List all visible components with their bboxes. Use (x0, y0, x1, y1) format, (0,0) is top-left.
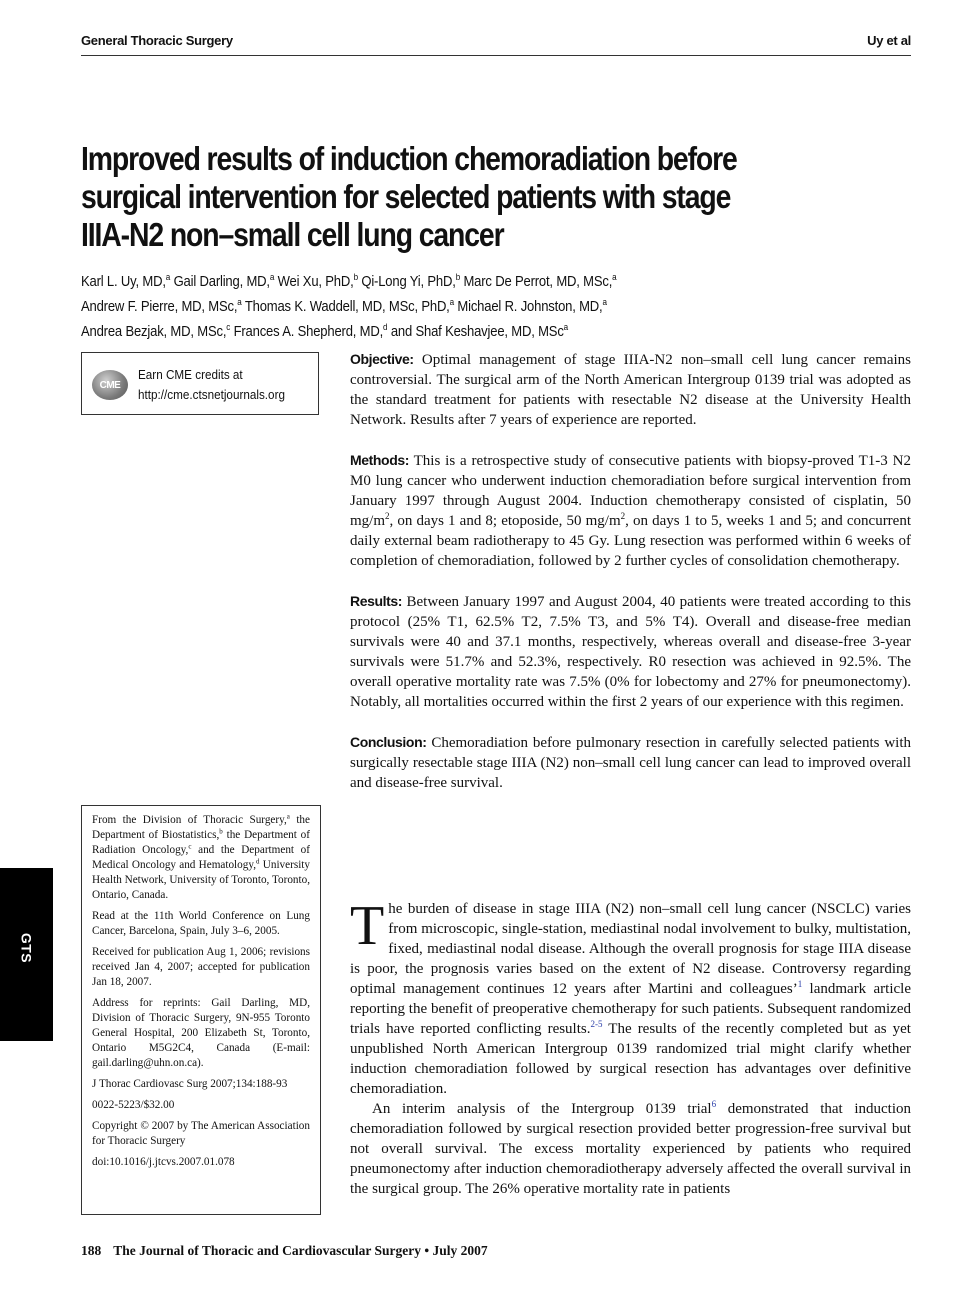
affiliation-mark: a (563, 321, 569, 332)
conference-note: Read at the 11th World Conference on Lung Cancer, Barcelona, Spain, July 3–6, 2005. (92, 910, 310, 937)
results-label: Results: (350, 593, 403, 609)
methods-text: , on days 1 and 8; etoposide, 50 mg/m (389, 513, 621, 529)
abstract-results (350, 591, 911, 712)
affiliation-mark: a (269, 272, 275, 282)
affiliation-text: the Department of Radiation Oncology, (92, 829, 311, 856)
page-number: 188 (81, 1243, 102, 1258)
affiliation-mark: a (612, 272, 617, 282)
citation: J Thorac Cardiovasc Surg 2007;134:188-93 (92, 1078, 288, 1090)
abstract-methods (350, 450, 911, 571)
reference-link[interactable]: 1 (797, 979, 803, 989)
title-line: IIIA-N2 non–small cell lung cancer (81, 216, 504, 253)
cme-badge-icon: CME (92, 370, 128, 400)
author: Wei Xu, PhD, (274, 273, 354, 290)
author: and Shaf Keshavjee, MD, MSc (387, 323, 564, 340)
objective-label: Objective: (350, 351, 414, 367)
abstract-conclusion (350, 732, 911, 793)
cme-line: Earn CME credits at (138, 367, 243, 382)
body-text: he burden of disease in stage IIIA (N2) non–small cell lung cancer (NSCLC) varies from microscopic, single-station, mediastinal nodal involvement to bulky, multistation, fixed, mediastinal nodal disease. Although the overall prognosis for stage IIIA disease is poor, the prognosis varies based on the extent of N2 disease. Controversy regarding optimal management continues 12 years after Martini and colleagues’ (350, 901, 911, 997)
conclusion-label: Conclusion: (350, 734, 427, 750)
author: Michael R. Johnston, MD, (453, 298, 603, 315)
affiliation-text: From the Division of Thoracic Surgery, (92, 814, 287, 826)
superscript: 2 (385, 511, 390, 521)
author: Thomas K. Waddell, MD, MSc, PhD, (241, 298, 450, 315)
body-text: landmark article reporting the benefit of preoperative chemotherapy for such patients. Subsequent randomized trials have reported conflicting results. (350, 981, 911, 1037)
methods-label: Methods: (350, 452, 410, 468)
issn-price: 0022-5223/$32.00 (92, 1099, 175, 1111)
affiliation-mark: d (383, 321, 388, 332)
page-footer (81, 1243, 488, 1259)
copyright: Copyright © 2007 by The American Association for Thoracic Surgery (92, 1120, 310, 1147)
affiliation-mark: a (165, 272, 171, 282)
affiliation-text: University Health Network, University of Toronto, Toronto, Ontario, Canada. (92, 859, 311, 901)
affiliation-mark: b (219, 827, 223, 836)
cme-text (138, 365, 285, 405)
author-line (81, 317, 828, 342)
side-tab-label: GTS (18, 932, 35, 964)
body-paragraph (350, 1099, 911, 1199)
author: Gail Darling, MD, (170, 273, 270, 290)
running-head (81, 33, 911, 56)
affiliation-mark: c (226, 321, 231, 332)
author-line (81, 292, 828, 317)
conclusion-text: Chemoradiation before pulmonary resection in carefully selected patients with surgically resectable stage IIIA (N2) non–small cell lung cancer can lead to improved overall and disease-free survival. (350, 735, 911, 791)
cme-credit-box (81, 352, 319, 415)
body-text: The results of the recently completed but as yet unpublished North American Intergroup 0139 randomized trial might clarify whether induction chemoradiation followed by surgical resection has advantages over definitive chemoradiation. (350, 1021, 911, 1097)
affiliation-mark: a (449, 296, 454, 307)
author: Marc De Perrot, MD, MSc, (460, 273, 613, 290)
affiliation-mark: d (256, 857, 260, 866)
affiliation-text: the Department of Biostatistics, (92, 814, 310, 841)
author: Andrea Bezjak, MD, MSc, (81, 323, 227, 340)
body-text: An interim analysis of the Intergroup 0139 trial (372, 1101, 712, 1117)
affiliation-mark: a (286, 812, 290, 821)
reference-link[interactable]: 6 (711, 1099, 717, 1109)
body-text: demonstrated that induction chemoradiation followed by surgical resection provided better progression-free survival but not overall survival. The excess mortality experienced by patients who required pneumonectomy after induction chemoradiotherapy adversely affected the overall survival in the surgical group. The 26% operative mortality rate in patients (350, 1101, 911, 1197)
article-title (81, 140, 911, 254)
affiliation-mark: c (188, 842, 192, 851)
affiliation-paragraph (92, 813, 310, 903)
author: Karl L. Uy, MD, (81, 273, 166, 290)
article-body (350, 895, 911, 1199)
section-name: General Thoracic Surgery (81, 33, 233, 48)
received-dates: Received for publication Aug 1, 2006; revisions received Jan 4, 2007; accepted for publication Jan 18, 2007. (92, 946, 310, 988)
author-list (81, 267, 911, 341)
title-line: surgical intervention for selected patients with stage (81, 178, 731, 215)
reprint-address: Address for reprints: Gail Darling, MD, Division of Thoracic Surgery, 9N-955 Toronto General Hospital, 200 Elizabeth St, Toronto, Ontario M5G2C4, Canada (E-mail: gail.darling@uhn.on.ca). (92, 997, 310, 1069)
affiliation-mark: b (353, 272, 358, 282)
author: Frances A. Shepherd, MD, (230, 323, 384, 340)
running-authors: Uy et al (867, 33, 911, 48)
affiliation-mark: b (455, 272, 461, 282)
results-text: Between January 1997 and August 2004, 40 patients were treated according to this protocol (25% T1, 62.5% T2, 7.5% T3, and 5% T4). Overall and disease-free median survivals were 40 and 37.1 months, respectively, whereas overall and disease-free 3-year survivals were 51.7% and 52.3%, respectively. R0 resection was achieved in 92.5%. The overall operative mortality rate was 7.5% (0% for lobectomy and 27% for pneumonectomy). Notably, all mortalities occurred within the first 2 years of our experience with this regimen. (350, 594, 911, 710)
drop-cap: T (350, 895, 385, 957)
methods-text: , on days 1 to 5, weeks 1 and 5; and concurrent daily external beam radiotherapy to 45 Gy. Lung resection was performed within 6 weeks of completion of chemoradiation, followed by 2 further cycles of consolidation chemotherapy. (350, 513, 912, 569)
abstract-objective (350, 349, 911, 430)
section-side-tab (0, 868, 53, 1041)
affiliation-mark: a (602, 296, 607, 307)
objective-text: Optimal management of stage IIIA-N2 non–small cell lung cancer remains controversial. The surgical arm of the North American Intergroup 0139 trial was adopted as the standard treatment for patients with resectable N2 disease at the University Health Network. Results after 7 years of experience are reported. (350, 352, 911, 428)
cme-link[interactable]: http://cme.ctsnetjournals.org (138, 387, 285, 402)
superscript: 2 (620, 511, 626, 521)
author-line (81, 267, 828, 292)
affiliations-box (81, 805, 321, 1215)
title-line: Improved results of induction chemoradiation before (81, 140, 737, 177)
author: Qi-Long Yi, PhD, (357, 273, 456, 290)
methods-text: This is a retrospective study of consecutive patients with biopsy-proved T1-3 N2 M0 lung cancer who underwent induction chemoradiation before surgical intervention from January 1997 through August 2004. Induction chemotherapy consisted of cisplatin, 50 mg/m (350, 453, 911, 529)
body-paragraph (350, 895, 911, 1099)
journal-issue: The Journal of Thoracic and Cardiovascular Surgery • July 2007 (113, 1243, 488, 1258)
affiliation-text: and the Department of Medical Oncology and Hematology, (92, 844, 310, 871)
affiliation-mark: a (237, 296, 242, 307)
author: Andrew F. Pierre, MD, MSc, (81, 298, 238, 315)
doi[interactable]: doi:10.1016/j.jtcvs.2007.01.078 (92, 1156, 235, 1168)
abstract (350, 349, 911, 813)
reference-link[interactable]: 2-5 (590, 1019, 603, 1029)
